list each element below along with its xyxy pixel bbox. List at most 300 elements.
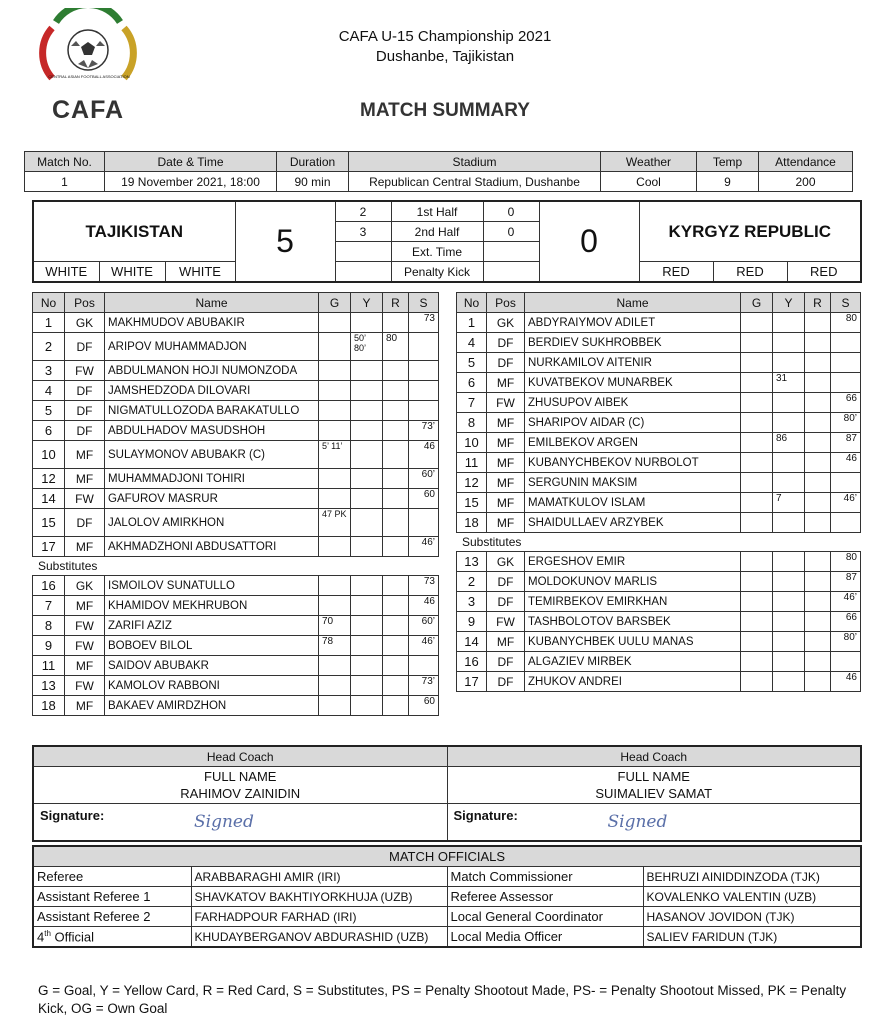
player-s: 73’ xyxy=(409,676,439,696)
player-s: 46’ xyxy=(409,636,439,656)
logo-small-text: CENTRAL ASIAN FOOTBALL ASSOCIATION xyxy=(48,74,130,79)
player-s xyxy=(409,509,439,537)
match-info-table xyxy=(24,151,853,192)
column-header: R xyxy=(383,293,409,313)
player-no: 16 xyxy=(457,652,487,672)
player-r xyxy=(805,333,831,353)
first-half-away: 0 xyxy=(483,201,539,222)
player-pos: FW xyxy=(65,676,105,696)
player-name: KUBANYCHBEK UULU MANAS xyxy=(525,632,741,652)
player-s xyxy=(831,373,861,393)
player-name: JALOLOV AMIRKHON xyxy=(105,509,319,537)
player-pos: DF xyxy=(65,509,105,537)
player-name: BOBOEV BILOL xyxy=(105,636,319,656)
player-s: 60’ xyxy=(409,469,439,489)
player-r xyxy=(805,652,831,672)
player-g xyxy=(741,333,773,353)
player-pos: GK xyxy=(487,552,525,572)
officials-table xyxy=(32,845,862,948)
player-r xyxy=(805,572,831,592)
temp: 9 xyxy=(697,172,759,192)
player-row xyxy=(457,612,861,632)
player-row xyxy=(457,473,861,493)
player-pos: MF xyxy=(487,513,525,533)
player-name: ALGAZIEV MIRBEK xyxy=(525,652,741,672)
home-coach-label: Head Coach xyxy=(33,746,447,767)
player-y xyxy=(773,592,805,612)
column-header: Name xyxy=(525,293,741,313)
player-row xyxy=(457,552,861,572)
player-s xyxy=(409,401,439,421)
player-g xyxy=(741,433,773,453)
player-g xyxy=(741,393,773,413)
stadium: Republican Central Stadium, Dushanbe xyxy=(349,172,601,192)
player-r xyxy=(383,421,409,441)
player-pos: DF xyxy=(487,592,525,612)
player-s: 80’ xyxy=(831,413,861,433)
player-s: 46 xyxy=(831,672,861,692)
full-name-label: FULL NAME xyxy=(617,769,690,784)
player-name: SAIDOV ABUBAKR xyxy=(105,656,319,676)
official-name: SALIEV FARIDUN (TJK) xyxy=(643,927,861,948)
away-coach-name: SUIMALIEV SAMAT xyxy=(595,786,713,801)
player-no: 15 xyxy=(33,509,65,537)
player-g xyxy=(741,612,773,632)
signature-label: Signature: xyxy=(453,808,518,823)
player-r xyxy=(383,401,409,421)
player-s: 60’ xyxy=(409,616,439,636)
away-team-name: KYRGYZ REPUBLIC xyxy=(639,201,861,262)
player-row xyxy=(457,313,861,333)
away-coach-label: Head Coach xyxy=(447,746,861,767)
player-r xyxy=(805,612,831,632)
duration: 90 min xyxy=(277,172,349,192)
player-pos: MF xyxy=(65,469,105,489)
official-name: ARABBARAGHI AMIR (IRI) xyxy=(191,867,447,887)
player-y xyxy=(773,413,805,433)
player-g: 70 xyxy=(319,616,351,636)
player-g xyxy=(741,652,773,672)
player-name: NIGMATULLOZODA BARAKATULLO xyxy=(105,401,319,421)
player-row xyxy=(33,576,439,596)
player-row xyxy=(33,421,439,441)
player-g xyxy=(741,632,773,652)
player-no: 9 xyxy=(33,636,65,656)
player-s xyxy=(831,473,861,493)
player-r xyxy=(383,509,409,537)
column-header: S xyxy=(831,293,861,313)
player-row xyxy=(33,696,439,716)
away-kit-socks: RED xyxy=(787,262,861,283)
cafa-logo xyxy=(38,8,138,126)
player-y xyxy=(351,596,383,616)
player-no: 10 xyxy=(457,433,487,453)
home-score: 5 xyxy=(235,201,335,282)
player-no: 10 xyxy=(33,441,65,469)
player-row xyxy=(457,672,861,692)
player-s xyxy=(409,333,439,361)
info-label: Temp xyxy=(697,152,759,172)
player-name: MOLDOKUNOV MARLIS xyxy=(525,572,741,592)
player-r xyxy=(805,433,831,453)
player-no: 8 xyxy=(33,616,65,636)
player-s: 80’ xyxy=(831,632,861,652)
championship-title: CAFA U-15 Championship 2021 xyxy=(338,28,552,45)
player-row xyxy=(33,333,439,361)
home-subs-table xyxy=(32,575,439,716)
home-kit-shirt: WHITE xyxy=(33,262,99,283)
player-row xyxy=(33,509,439,537)
player-pos: FW xyxy=(65,361,105,381)
officials-title: MATCH OFFICIALS xyxy=(33,846,861,867)
player-y xyxy=(773,552,805,572)
info-label: Match No. xyxy=(25,152,105,172)
player-s: 66 xyxy=(831,612,861,632)
player-no: 5 xyxy=(33,401,65,421)
player-y xyxy=(351,469,383,489)
player-g xyxy=(319,676,351,696)
player-pos: DF xyxy=(487,672,525,692)
player-name: AKHMADZHONI ABDUSATTORI xyxy=(105,537,319,557)
official-role: Assistant Referee 2 xyxy=(33,907,191,927)
player-g xyxy=(741,453,773,473)
player-row xyxy=(457,572,861,592)
player-g xyxy=(741,373,773,393)
player-y xyxy=(773,393,805,413)
player-row xyxy=(33,656,439,676)
player-y xyxy=(351,441,383,469)
player-s xyxy=(831,353,861,373)
player-pos: MF xyxy=(487,373,525,393)
official-role: Local General Coordinator xyxy=(447,907,643,927)
player-s xyxy=(831,513,861,533)
player-s xyxy=(409,361,439,381)
column-header: Pos xyxy=(487,293,525,313)
player-r xyxy=(383,381,409,401)
player-no: 9 xyxy=(457,612,487,632)
column-header: Pos xyxy=(65,293,105,313)
fourth-role-text: Official xyxy=(54,929,95,945)
fourth-sup: th xyxy=(44,928,51,938)
player-r xyxy=(805,313,831,333)
player-no: 5 xyxy=(457,353,487,373)
player-pos: FW xyxy=(487,393,525,413)
coaches-table xyxy=(32,745,862,842)
home-kit-socks: WHITE xyxy=(165,262,235,283)
player-no: 2 xyxy=(33,333,65,361)
player-g xyxy=(319,596,351,616)
player-pos: DF xyxy=(487,572,525,592)
home-subs-label: Substitutes xyxy=(38,559,98,573)
home-coach-name: RAHIMOV ZAINIDIN xyxy=(180,786,301,801)
player-y xyxy=(773,353,805,373)
player-g xyxy=(319,537,351,557)
player-r xyxy=(805,552,831,572)
player-y xyxy=(773,672,805,692)
player-row xyxy=(33,596,439,616)
column-header: R xyxy=(805,293,831,313)
player-g xyxy=(741,413,773,433)
player-g xyxy=(741,473,773,493)
player-row xyxy=(457,353,861,373)
home-team-name: TAJIKISTAN xyxy=(33,201,235,262)
player-g xyxy=(741,552,773,572)
player-s: 80 xyxy=(831,552,861,572)
player-y xyxy=(351,421,383,441)
player-pos: GK xyxy=(65,576,105,596)
logo-text: CAFA xyxy=(51,96,125,124)
player-pos: FW xyxy=(487,612,525,632)
player-name: BAKAEV AMIRDZHON xyxy=(105,696,319,716)
away-players-table xyxy=(456,292,861,533)
player-name: SHAIDULLAEV ARZYBEK xyxy=(525,513,741,533)
player-row xyxy=(33,381,439,401)
player-y xyxy=(351,696,383,716)
player-s: 73 xyxy=(409,313,439,333)
player-y xyxy=(773,632,805,652)
player-no: 17 xyxy=(457,672,487,692)
player-row xyxy=(33,616,439,636)
column-header: Name xyxy=(105,293,319,313)
player-s xyxy=(831,333,861,353)
player-y: 31 xyxy=(773,373,805,393)
player-y xyxy=(773,513,805,533)
column-header: S xyxy=(409,293,439,313)
player-pos: DF xyxy=(487,652,525,672)
column-header: Y xyxy=(351,293,383,313)
player-row xyxy=(457,652,861,672)
player-pos: DF xyxy=(65,381,105,401)
player-y xyxy=(351,381,383,401)
player-row xyxy=(33,489,439,509)
player-g xyxy=(741,672,773,692)
match-no: 1 xyxy=(25,172,105,192)
player-pos: FW xyxy=(65,616,105,636)
player-pos: MF xyxy=(487,453,525,473)
away-kit-shirt: RED xyxy=(639,262,713,283)
player-row xyxy=(457,632,861,652)
player-g xyxy=(319,333,351,361)
second-half-label: 2nd Half xyxy=(391,222,483,242)
player-name: MAKHMUDOV ABUBAKIR xyxy=(105,313,319,333)
player-no: 1 xyxy=(33,313,65,333)
player-y xyxy=(773,473,805,493)
player-name: ERGESHOV EMIR xyxy=(525,552,741,572)
home-lineup xyxy=(32,292,439,716)
player-g xyxy=(741,572,773,592)
player-row xyxy=(457,373,861,393)
player-no: 4 xyxy=(457,333,487,353)
player-no: 12 xyxy=(33,469,65,489)
player-pos: MF xyxy=(487,473,525,493)
player-row xyxy=(33,313,439,333)
player-g xyxy=(741,493,773,513)
player-pos: MF xyxy=(487,413,525,433)
player-y xyxy=(351,509,383,537)
player-name: SHARIPOV AIDAR (C) xyxy=(525,413,741,433)
player-name: ABDULMANON HOJI NUMONZODA xyxy=(105,361,319,381)
player-g xyxy=(319,576,351,596)
weather: Cool xyxy=(601,172,697,192)
player-name: ABDULHADOV MASUDSHOH xyxy=(105,421,319,441)
player-s xyxy=(831,652,861,672)
player-name: SULAYMONOV ABUBAKR (C) xyxy=(105,441,319,469)
column-header: G xyxy=(741,293,773,313)
player-row xyxy=(457,413,861,433)
player-g xyxy=(319,361,351,381)
player-row xyxy=(457,592,861,612)
player-name: KHAMIDOV MEKHRUBON xyxy=(105,596,319,616)
fourth-num: 4 xyxy=(37,929,45,945)
player-g xyxy=(319,381,351,401)
player-r xyxy=(805,513,831,533)
player-name: ABDYRAIYMOV ADILET xyxy=(525,313,741,333)
player-r xyxy=(383,537,409,557)
player-g xyxy=(741,513,773,533)
home-players-table xyxy=(32,292,439,557)
player-r: 80 xyxy=(383,333,409,361)
player-s: 46 xyxy=(409,441,439,469)
player-row xyxy=(457,333,861,353)
player-no: 6 xyxy=(33,421,65,441)
player-row xyxy=(33,401,439,421)
player-no: 14 xyxy=(457,632,487,652)
player-r xyxy=(383,656,409,676)
column-header: Y xyxy=(773,293,805,313)
player-name: EMILBEKOV ARGEN xyxy=(525,433,741,453)
first-half-label: 1st Half xyxy=(391,201,483,222)
player-y xyxy=(351,401,383,421)
player-r xyxy=(805,672,831,692)
player-name: ZARIFI AZIZ xyxy=(105,616,319,636)
player-no: 1 xyxy=(457,313,487,333)
official-role: Assistant Referee 1 xyxy=(33,887,191,907)
attendance: 200 xyxy=(759,172,853,192)
player-name: SERGUNIN MAKSIM xyxy=(525,473,741,493)
player-y: 50’ 80’ xyxy=(351,333,383,361)
player-row xyxy=(33,537,439,557)
second-half-home: 3 xyxy=(335,222,391,242)
player-pos: MF xyxy=(65,656,105,676)
player-name: KAMOLOV RABBONI xyxy=(105,676,319,696)
player-pos: DF xyxy=(65,401,105,421)
player-y xyxy=(773,333,805,353)
player-r xyxy=(805,592,831,612)
player-no: 15 xyxy=(457,493,487,513)
official-name: KHUDAYBERGANOV ABDURASHID (UZB) xyxy=(191,927,447,948)
player-g xyxy=(319,469,351,489)
player-row xyxy=(33,636,439,656)
player-pos: MF xyxy=(65,537,105,557)
lineup-header-row xyxy=(33,293,439,313)
player-g xyxy=(319,421,351,441)
player-y xyxy=(351,489,383,509)
player-no: 7 xyxy=(33,596,65,616)
player-g xyxy=(741,592,773,612)
player-g xyxy=(741,313,773,333)
player-row xyxy=(33,361,439,381)
player-no: 18 xyxy=(457,513,487,533)
player-y xyxy=(351,656,383,676)
column-header: No xyxy=(33,293,65,313)
home-signature: Signed xyxy=(194,812,254,832)
player-r xyxy=(805,493,831,513)
player-s: 87 xyxy=(831,433,861,453)
first-half-home: 2 xyxy=(335,201,391,222)
info-label: Duration xyxy=(277,152,349,172)
player-no: 17 xyxy=(33,537,65,557)
player-s: 73 xyxy=(409,576,439,596)
legend: G = Goal, Y = Yellow Card, R = Red Card, S = Substitutes, PS = Penalty Shootout Made, PS- = Penalty Shootout Missed, PK = Penalty Kick, OG = Own Goal xyxy=(38,983,847,1016)
player-s xyxy=(409,656,439,676)
home-kit-shorts: WHITE xyxy=(99,262,165,283)
official-name: SHAVKATOV BAKHTIYORKHUJA (UZB) xyxy=(191,887,447,907)
player-no: 4 xyxy=(33,381,65,401)
player-name: ZHUSUPOV AIBEK xyxy=(525,393,741,413)
player-r xyxy=(805,413,831,433)
player-r xyxy=(383,576,409,596)
player-r xyxy=(805,353,831,373)
player-row xyxy=(457,493,861,513)
penalty-kick-label: Penalty Kick xyxy=(391,262,483,283)
player-g xyxy=(319,696,351,716)
away-score: 0 xyxy=(539,201,639,282)
player-r xyxy=(383,489,409,509)
lineup-header-row xyxy=(457,293,861,313)
date-time: 19 November 2021, 18:00 xyxy=(105,172,277,192)
player-no: 11 xyxy=(33,656,65,676)
player-pos: FW xyxy=(65,636,105,656)
player-y xyxy=(773,612,805,632)
player-r xyxy=(383,636,409,656)
player-no: 14 xyxy=(33,489,65,509)
column-header: G xyxy=(319,293,351,313)
player-y: 86 xyxy=(773,433,805,453)
player-pos: DF xyxy=(487,333,525,353)
player-y xyxy=(351,616,383,636)
player-name: MUHAMMADJONI TOHIRI xyxy=(105,469,319,489)
player-s: 46 xyxy=(831,453,861,473)
player-pos: MF xyxy=(65,441,105,469)
player-no: 2 xyxy=(457,572,487,592)
player-name: TEMIRBEKOV EMIRKHAN xyxy=(525,592,741,612)
away-subs-table xyxy=(456,551,861,692)
away-kit-shorts: RED xyxy=(713,262,787,283)
player-pos: MF xyxy=(487,632,525,652)
away-signature: Signed xyxy=(607,812,668,832)
player-g xyxy=(319,401,351,421)
player-pos: MF xyxy=(487,433,525,453)
player-s: 66 xyxy=(831,393,861,413)
player-s xyxy=(409,381,439,401)
player-no: 12 xyxy=(457,473,487,493)
official-name: FARHADPOUR FARHAD (IRI) xyxy=(191,907,447,927)
player-y xyxy=(773,572,805,592)
official-name: HASANOV JOVIDON (TJK) xyxy=(643,907,861,927)
player-row xyxy=(457,393,861,413)
player-no: 18 xyxy=(33,696,65,716)
player-r xyxy=(805,632,831,652)
player-r xyxy=(383,441,409,469)
player-no: 3 xyxy=(457,592,487,612)
second-half-away: 0 xyxy=(483,222,539,242)
player-pos: DF xyxy=(65,421,105,441)
player-r xyxy=(383,676,409,696)
official-role: Local Media Officer xyxy=(447,927,643,948)
player-no: 16 xyxy=(33,576,65,596)
player-r xyxy=(383,469,409,489)
player-r xyxy=(383,313,409,333)
